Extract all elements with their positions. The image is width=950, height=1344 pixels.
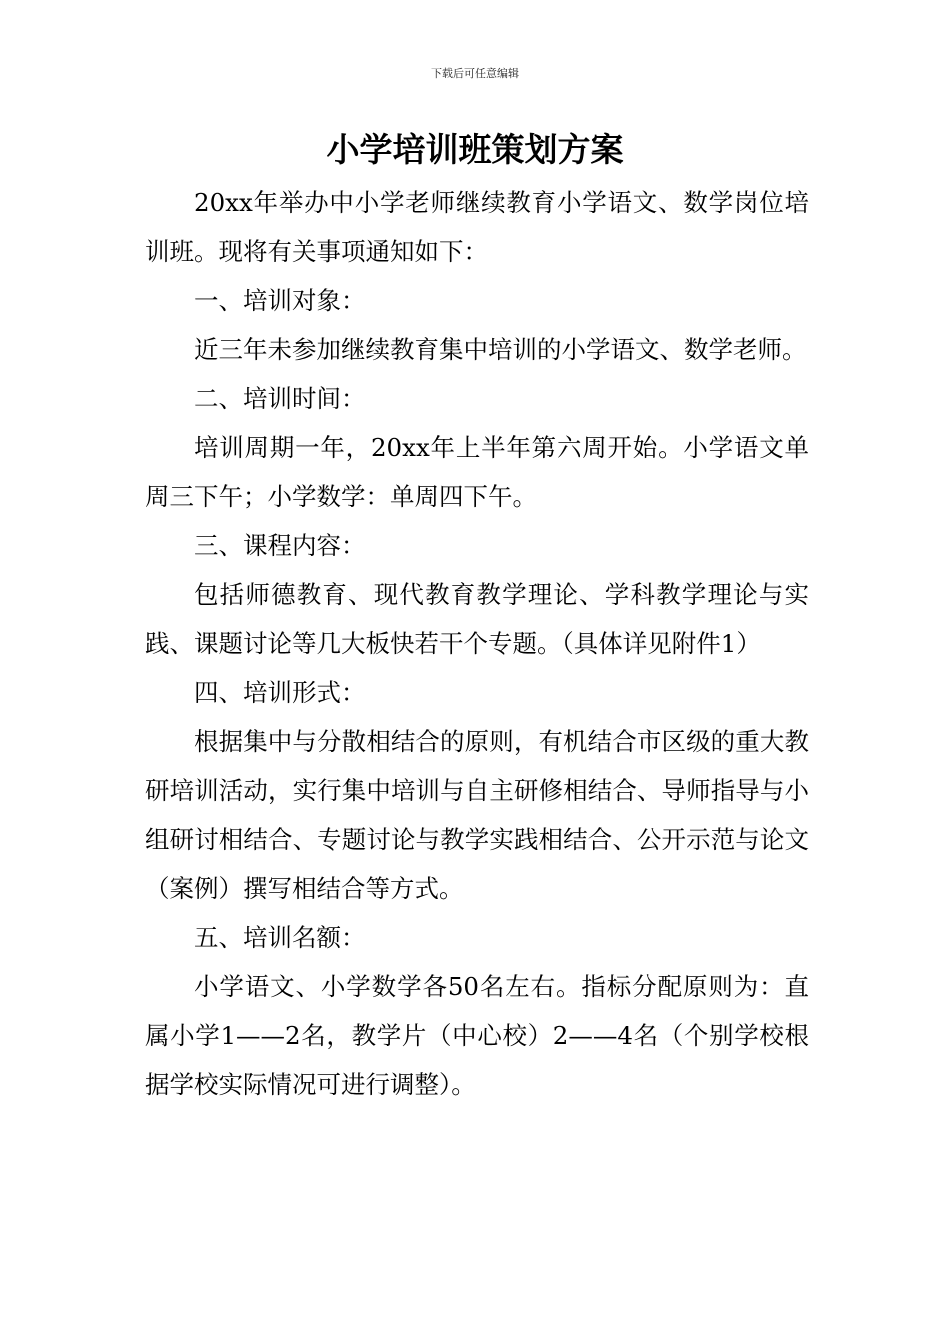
- section-heading-target: 一、培训对象：: [194, 286, 366, 315]
- section-body-format: 根据集中与分散相结合的原则，有机结合市区级的重大教研培训活动，实行集中培训与自主研修相结合、导师指导与小组研讨相结合、专题讨论与教学实践相结合、公开示范与论文（案例）撰写相结合等方式。: [145, 727, 809, 903]
- section-heading-quota: 五、培训名额：: [194, 923, 366, 952]
- document-title: 小学培训班策划方案: [326, 130, 624, 169]
- section-heading-content: 三、课程内容：: [194, 531, 366, 560]
- section-body-time: 培训周期一年，20xx年上半年第六周开始。小学语文单周三下午；小学数学：单周四下午。: [145, 433, 809, 511]
- section-body-quota: 小学语文、小学数学各50名左右。指标分配原则为：直属小学1——2名，教学片（中心校）2——4名（个别学校根据学校实际情况可进行调整）。: [145, 972, 809, 1099]
- section-heading-format: 四、培训形式：: [194, 678, 366, 707]
- section-body-target: 近三年未参加继续教育集中培训的小学语文、数学老师。: [194, 335, 807, 364]
- header-note: 下载后可任意编辑: [431, 67, 519, 80]
- intro-paragraph: 20xx年举办中小学老师继续教育小学语文、数学岗位培训班。现将有关事项通知如下：: [145, 188, 809, 266]
- document-body: [145, 178, 809, 1109]
- section-body-content: 包括师德教育、现代教育教学理论、学科教学理论与实践、课题讨论等几大板快若干个专题。（具体详见附件1）: [145, 580, 809, 658]
- section-heading-time: 二、培训时间：: [194, 384, 366, 413]
